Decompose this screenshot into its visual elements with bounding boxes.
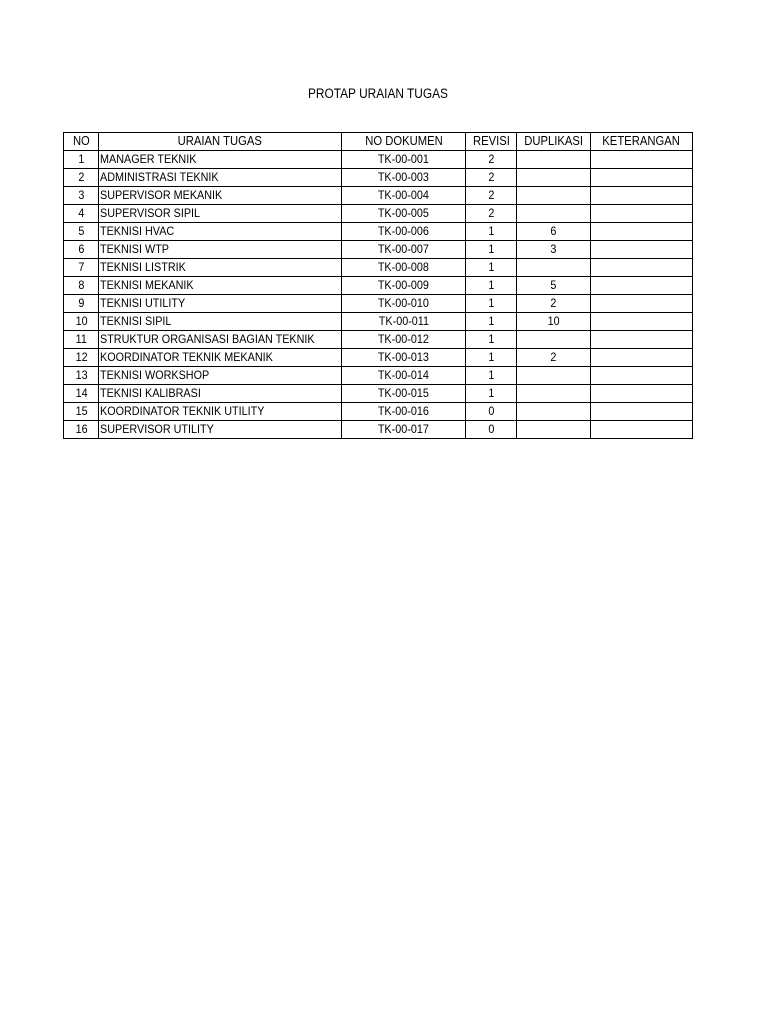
cell-task: ADMINISTRASI TEKNIK [99, 169, 342, 187]
cell-notes [590, 313, 692, 331]
cell-no: 1 [64, 151, 99, 169]
cell-duplication: 6 [517, 223, 591, 241]
cell-task: TEKNISI KALIBRASI [99, 385, 342, 403]
cell-notes [590, 367, 692, 385]
cell-revision: 1 [466, 313, 517, 331]
cell-notes [590, 259, 692, 277]
cell-revision: 1 [466, 241, 517, 259]
cell-revision: 1 [466, 385, 517, 403]
cell-task: SUPERVISOR UTILITY [99, 421, 342, 439]
table-row [64, 295, 693, 313]
cell-duplication: 3 [517, 241, 591, 259]
cell-notes [590, 403, 692, 421]
cell-notes [590, 169, 692, 187]
table-row [64, 313, 693, 331]
cell-no: 14 [64, 385, 99, 403]
cell-notes [590, 277, 692, 295]
cell-no: 7 [64, 259, 99, 277]
cell-doc-no: TK-00-008 [342, 259, 466, 277]
table-row [64, 349, 693, 367]
cell-no: 16 [64, 421, 99, 439]
cell-no: 8 [64, 277, 99, 295]
cell-no: 3 [64, 187, 99, 205]
table-row [64, 331, 693, 349]
header-task: URAIAN TUGAS [99, 133, 342, 151]
cell-no: 5 [64, 223, 99, 241]
cell-duplication [517, 259, 591, 277]
header-doc-no: NO DOKUMEN [342, 133, 466, 151]
table-row [64, 277, 693, 295]
header-revision: REVISI [466, 133, 517, 151]
cell-revision: 0 [466, 403, 517, 421]
table-body [64, 151, 693, 439]
cell-doc-no: TK-00-001 [342, 151, 466, 169]
cell-duplication [517, 385, 591, 403]
cell-notes [590, 331, 692, 349]
cell-doc-no: TK-00-009 [342, 277, 466, 295]
cell-revision: 1 [466, 367, 517, 385]
table-row [64, 385, 693, 403]
table-row [64, 151, 693, 169]
task-table [63, 132, 693, 439]
cell-doc-no: TK-00-015 [342, 385, 466, 403]
cell-duplication: 2 [517, 349, 591, 367]
cell-duplication: 2 [517, 295, 591, 313]
cell-revision: 1 [466, 331, 517, 349]
table-row [64, 223, 693, 241]
table-header-row [64, 133, 693, 151]
cell-doc-no: TK-00-004 [342, 187, 466, 205]
cell-task: KOORDINATOR TEKNIK MEKANIK [99, 349, 342, 367]
cell-doc-no: TK-00-012 [342, 331, 466, 349]
cell-revision: 1 [466, 349, 517, 367]
table-row [64, 403, 693, 421]
document-title: PROTAP URAIAN TUGAS [308, 86, 448, 101]
cell-notes [590, 205, 692, 223]
cell-task: TEKNISI WTP [99, 241, 342, 259]
cell-revision: 1 [466, 295, 517, 313]
cell-task: STRUKTUR ORGANISASI BAGIAN TEKNIK [99, 331, 342, 349]
cell-notes [590, 295, 692, 313]
cell-doc-no: TK-00-003 [342, 169, 466, 187]
cell-duplication [517, 331, 591, 349]
cell-notes [590, 223, 692, 241]
cell-notes [590, 187, 692, 205]
cell-doc-no: TK-00-006 [342, 223, 466, 241]
cell-revision: 0 [466, 421, 517, 439]
cell-doc-no: TK-00-005 [342, 205, 466, 223]
cell-revision: 2 [466, 151, 517, 169]
cell-revision: 2 [466, 205, 517, 223]
header-duplication: DUPLIKASI [517, 133, 591, 151]
cell-task: TEKNISI MEKANIK [99, 277, 342, 295]
cell-duplication [517, 421, 591, 439]
cell-notes [590, 385, 692, 403]
table-row [64, 187, 693, 205]
cell-duplication [517, 403, 591, 421]
cell-no: 6 [64, 241, 99, 259]
cell-task: TEKNISI WORKSHOP [99, 367, 342, 385]
cell-doc-no: TK-00-013 [342, 349, 466, 367]
cell-task: SUPERVISOR MEKANIK [99, 187, 342, 205]
cell-duplication [517, 187, 591, 205]
cell-doc-no: TK-00-016 [342, 403, 466, 421]
cell-no: 11 [64, 331, 99, 349]
cell-doc-no: TK-00-011 [342, 313, 466, 331]
cell-doc-no: TK-00-007 [342, 241, 466, 259]
cell-notes [590, 421, 692, 439]
cell-duplication [517, 205, 591, 223]
cell-revision: 1 [466, 277, 517, 295]
cell-revision: 1 [466, 259, 517, 277]
cell-no: 4 [64, 205, 99, 223]
cell-task: SUPERVISOR SIPIL [99, 205, 342, 223]
table-row [64, 205, 693, 223]
header-notes: KETERANGAN [590, 133, 692, 151]
cell-duplication [517, 367, 591, 385]
cell-no: 9 [64, 295, 99, 313]
table-row [64, 259, 693, 277]
cell-no: 12 [64, 349, 99, 367]
cell-revision: 1 [466, 223, 517, 241]
table-row [64, 367, 693, 385]
cell-no: 15 [64, 403, 99, 421]
cell-no: 10 [64, 313, 99, 331]
table-row [64, 241, 693, 259]
cell-notes [590, 241, 692, 259]
cell-doc-no: TK-00-010 [342, 295, 466, 313]
cell-doc-no: TK-00-017 [342, 421, 466, 439]
cell-doc-no: TK-00-014 [342, 367, 466, 385]
cell-notes [590, 349, 692, 367]
cell-duplication: 10 [517, 313, 591, 331]
cell-revision: 2 [466, 187, 517, 205]
cell-no: 13 [64, 367, 99, 385]
cell-duplication: 5 [517, 277, 591, 295]
cell-task: TEKNISI SIPIL [99, 313, 342, 331]
cell-duplication [517, 169, 591, 187]
cell-notes [590, 151, 692, 169]
table-row [64, 421, 693, 439]
cell-task: MANAGER TEKNIK [99, 151, 342, 169]
cell-no: 2 [64, 169, 99, 187]
table-row [64, 169, 693, 187]
cell-duplication [517, 151, 591, 169]
cell-task: KOORDINATOR TEKNIK UTILITY [99, 403, 342, 421]
cell-task: TEKNISI HVAC [99, 223, 342, 241]
header-no: NO [64, 133, 99, 151]
cell-task: TEKNISI UTILITY [99, 295, 342, 313]
cell-revision: 2 [466, 169, 517, 187]
cell-task: TEKNISI LISTRIK [99, 259, 342, 277]
